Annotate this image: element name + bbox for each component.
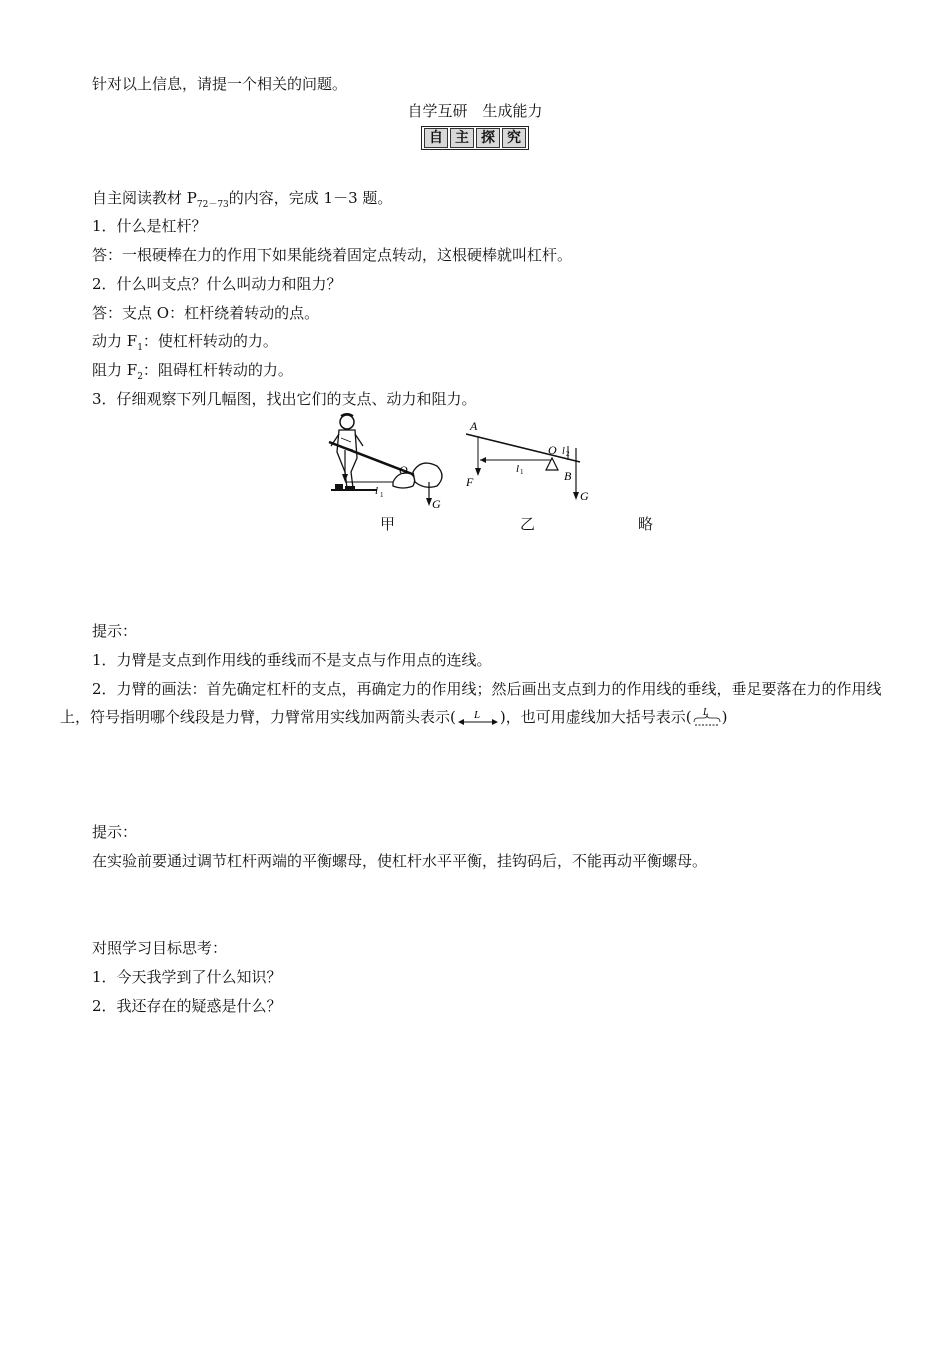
figure-jia-lever	[325, 412, 455, 512]
reflect-question-2: 2．我还存在的疑惑是什么？	[92, 997, 282, 1015]
answer-2-fulcrum: 答：支点 O：杠杆绕着转动的点。	[92, 304, 320, 322]
question-1: 1．什么是杠杆？	[92, 217, 207, 235]
label-a: A	[470, 419, 478, 433]
reflect-question-1: 1．今天我学到了什么知识？	[92, 968, 282, 986]
svg-text:L: L	[702, 707, 709, 718]
caption-jia: 甲	[380, 515, 396, 533]
badge-char: 自	[424, 128, 448, 148]
label-f: F	[466, 475, 474, 489]
answer-2-load: 阻力 $F_2$：阻碍杠杆转动的力。	[92, 361, 293, 382]
question-3: 3．仔细观察下列几幅图，找出它们的支点、动力和阻力。	[92, 390, 477, 408]
label-l1-sub: 1	[380, 491, 384, 499]
reflect-title: 对照学习目标思考：	[92, 939, 228, 957]
arrow-lever-arm-symbol	[456, 708, 500, 728]
hint-2-title: 提示：	[92, 823, 138, 841]
hint-1-item-1: 1．力臂是支点到作用线的垂线而不是支点与作用点的连线。	[92, 651, 492, 669]
figure-yi-lever	[460, 418, 600, 506]
question-2: 2．什么叫支点？什么叫动力和阻力？	[92, 275, 342, 293]
label-l1: l	[375, 485, 379, 497]
answer-2-effort: 动力 $F_1$：使杠杆转动的力。	[92, 332, 278, 353]
reading-instruction: 自主阅读教材 $P_{72-73}$的内容，完成 1－3 题。	[92, 189, 393, 210]
hint-1-title: 提示：	[92, 622, 138, 640]
badge-char: 主	[450, 128, 474, 148]
badge-char: 探	[476, 128, 500, 148]
label-o: O	[548, 443, 557, 457]
label-l1-sub: 1	[520, 468, 524, 476]
label-g: G	[580, 489, 589, 503]
hint-1-item-2: 2．力臂的画法：首先确定杠杆的支点，再确定力的作用线；然后画出支点到力的作用线的垂线，垂足要落在力的作用线上，符号指明哪个线段是力臂，力臂常用实线加两箭头表示( L )，也可用虚线加大括号表示( L )	[60, 675, 892, 731]
label-l2-sub: 2	[566, 450, 570, 458]
label-o: O	[399, 463, 408, 477]
caption-yi: 乙	[520, 515, 536, 533]
intro-question: 针对以上信息，请提一个相关的问题。	[92, 75, 348, 93]
self-study-badge	[0, 126, 950, 150]
section-title: 自学互研 生成能力	[407, 102, 543, 120]
label-g: G	[432, 497, 441, 511]
badge-char: 究	[502, 128, 526, 148]
answer-1: 答：一根硬棒在力的作用下如果能绕着固定点转动，这根硬棒就叫杠杆。	[92, 246, 573, 264]
hint-2-text: 在实验前要通过调节杠杆两端的平衡螺母，使杠杆水平平衡，挂钩码后，不能再动平衡螺母。	[92, 852, 708, 870]
label-l2: l	[562, 446, 565, 457]
label-b: B	[564, 469, 572, 483]
caption-answer: 略	[638, 515, 654, 533]
bracket-lever-arm-symbol	[692, 706, 722, 730]
label-l1: l	[516, 463, 520, 475]
svg-text:L: L	[473, 709, 480, 721]
